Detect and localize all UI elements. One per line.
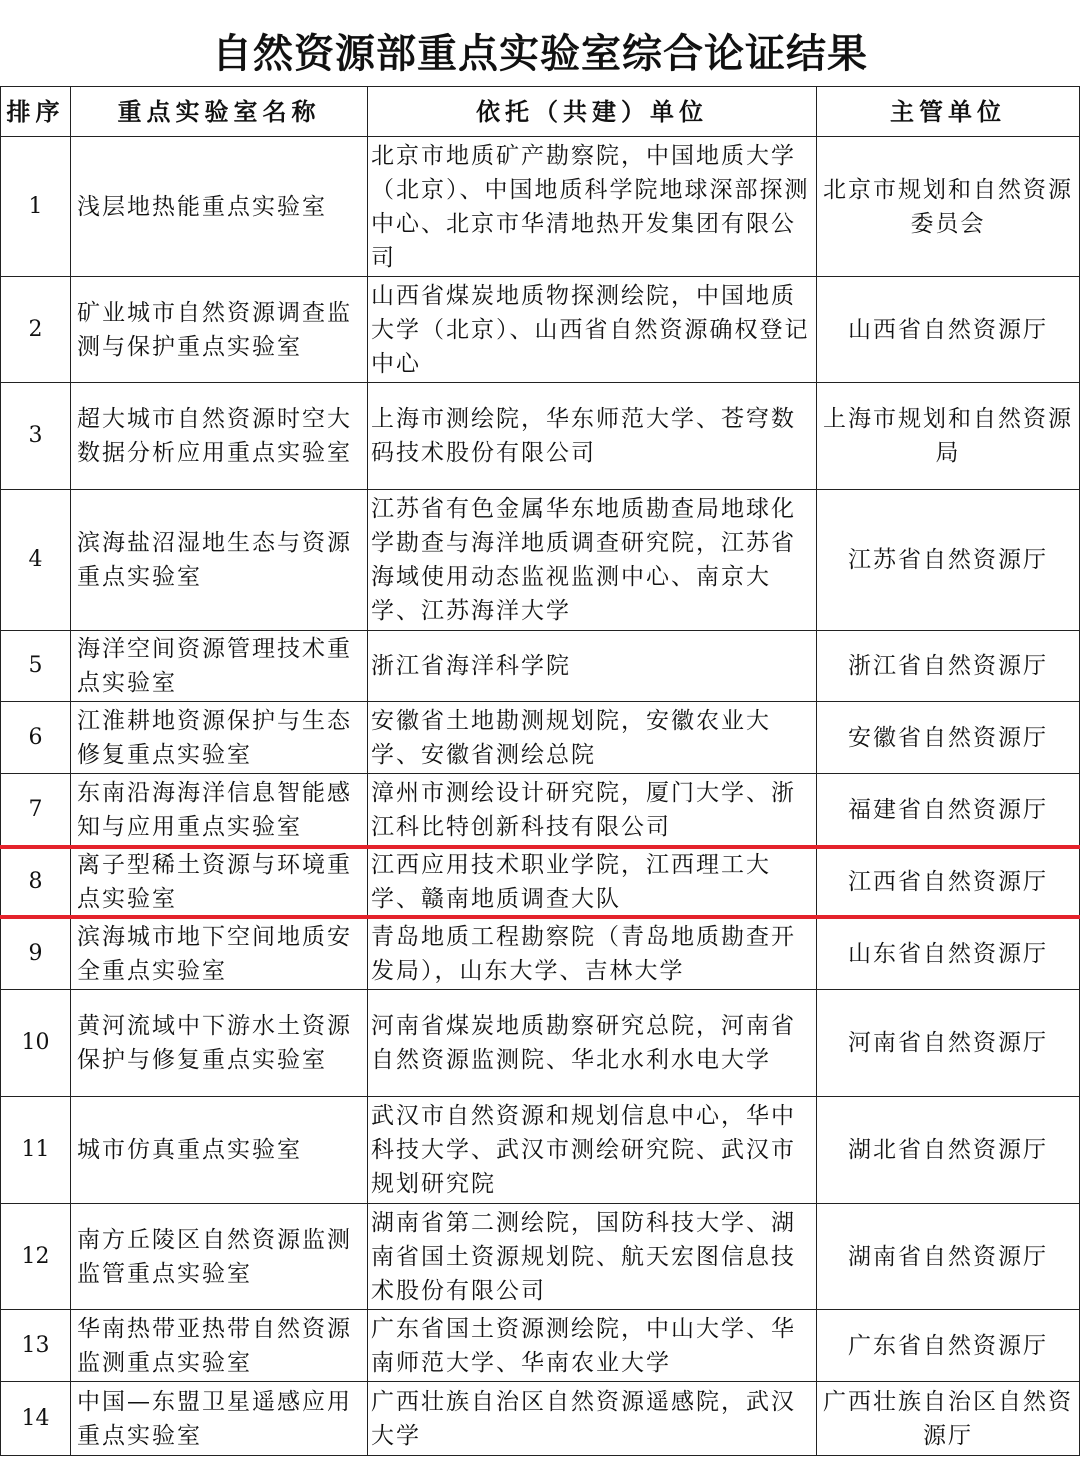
row-rank: 1 [1,137,71,277]
row-rank: 9 [1,918,71,990]
row-rank: 5 [1,631,71,702]
header-host-unit: 依托（共建）单位 [368,87,817,137]
row-lab-name: 中国—东盟卫星遥感应用重点实验室 [71,1382,368,1456]
row-host-unit: 漳州市测绘设计研究院，厦门大学、浙江科比特创新科技有限公司 [368,774,817,846]
row-lab-name: 超大城市自然资源时空大数据分析应用重点实验室 [71,383,368,490]
row-lab-name: 东南沿海海洋信息智能感知与应用重点实验室 [71,774,368,846]
row-supervisor: 山东省自然资源厅 [817,918,1080,990]
page-title: 自然资源部重点实验室综合论证结果 [212,31,868,77]
row-lab-name: 黄河流域中下游水土资源保护与修复重点实验室 [71,990,368,1097]
row-supervisor: 安徽省自然资源厅 [817,702,1080,774]
row-lab-name: 浅层地热能重点实验室 [71,137,368,277]
row-lab-name: 南方丘陵区自然资源监测监管重点实验室 [71,1204,368,1310]
row-host-unit: 上海市测绘院，华东师范大学、苍穹数码技术股份有限公司 [368,383,817,490]
row-lab-name: 滨海城市地下空间地质安全重点实验室 [71,918,368,990]
row-supervisor: 江苏省自然资源厅 [817,490,1080,631]
table-row [1,990,1080,1097]
row-lab-name: 华南热带亚热带自然资源监测重点实验室 [71,1310,368,1382]
row-supervisor: 上海市规划和自然资源局 [817,383,1080,490]
table-row [1,631,1080,702]
row-host-unit: 武汉市自然资源和规划信息中心，华中科技大学、武汉市测绘研究院、武汉市规划研究院 [368,1097,817,1204]
row-host-unit: 安徽省土地勘测规划院，安徽农业大学、安徽省测绘总院 [368,702,817,774]
row-rank: 4 [1,490,71,631]
row-rank: 6 [1,702,71,774]
table-header-row [1,87,1080,137]
row-rank: 2 [1,277,71,383]
header-lab-name: 重点实验室名称 [71,87,368,137]
row-rank: 8 [1,846,71,918]
row-host-unit: 江西应用技术职业学院，江西理工大学、赣南地质调查大队 [368,846,817,918]
row-supervisor: 山西省自然资源厅 [817,277,1080,383]
row-rank: 7 [1,774,71,846]
table-row [1,774,1080,846]
highlight-line-top [0,845,1080,849]
row-host-unit: 河南省煤炭地质勘察研究总院，河南省自然资源监测院、华北水利水电大学 [368,990,817,1097]
row-host-unit: 广东省国土资源测绘院，中山大学、华南师范大学、华南农业大学 [368,1310,817,1382]
row-supervisor: 浙江省自然资源厅 [817,631,1080,702]
row-host-unit: 青岛地质工程勘察院（青岛地质勘查开发局），山东大学、吉林大学 [368,918,817,990]
row-rank: 14 [1,1382,71,1456]
row-supervisor: 河南省自然资源厅 [817,990,1080,1097]
header-supervisor: 主管单位 [817,87,1080,137]
row-supervisor: 湖北省自然资源厅 [817,1097,1080,1204]
row-host-unit: 广西壮族自治区自然资源遥感院，武汉大学 [368,1382,817,1456]
row-rank: 3 [1,383,71,490]
row-rank: 13 [1,1310,71,1382]
table-row [1,1382,1080,1456]
table-row [1,137,1080,277]
row-lab-name: 城市仿真重点实验室 [71,1097,368,1204]
header-rank: 排序 [1,87,71,137]
table-row [1,1097,1080,1204]
row-rank: 12 [1,1204,71,1310]
table-row [1,277,1080,383]
row-host-unit: 湖南省第二测绘院，国防科技大学、湖南省国土资源规划院、航天宏图信息技术股份有限公司 [368,1204,817,1310]
row-lab-name: 江淮耕地资源保护与生态修复重点实验室 [71,702,368,774]
row-host-unit: 山西省煤炭地质物探测绘院，中国地质大学（北京）、山西省自然资源确权登记中心 [368,277,817,383]
row-rank: 11 [1,1097,71,1204]
table-row [1,846,1080,918]
row-supervisor: 湖南省自然资源厅 [817,1204,1080,1310]
row-rank: 10 [1,990,71,1097]
table-row [1,383,1080,490]
row-lab-name: 海洋空间资源管理技术重点实验室 [71,631,368,702]
table-row [1,490,1080,631]
row-lab-name: 滨海盐沼湿地生态与资源重点实验室 [71,490,368,631]
row-host-unit: 北京市地质矿产勘察院，中国地质大学（北京）、中国地质科学院地球深部探测中心、北京市华清地热开发集团有限公司 [368,137,817,277]
row-host-unit: 江苏省有色金属华东地质勘查局地球化学勘查与海洋地质调查研究院，江苏省海域使用动态监视监测中心、南京大学、江苏海洋大学 [368,490,817,631]
row-host-unit: 浙江省海洋科学院 [368,631,817,702]
table-row [1,702,1080,774]
row-lab-name: 矿业城市自然资源调查监测与保护重点实验室 [71,277,368,383]
row-lab-name: 离子型稀土资源与环境重点实验室 [71,846,368,918]
table-row [1,1310,1080,1382]
row-supervisor: 福建省自然资源厅 [817,774,1080,846]
table-row [1,1204,1080,1310]
row-supervisor: 广东省自然资源厅 [817,1310,1080,1382]
row-supervisor: 江西省自然资源厅 [817,846,1080,918]
table-row [1,918,1080,990]
row-supervisor: 北京市规划和自然资源委员会 [817,137,1080,277]
lab-results-table [0,86,1080,1456]
highlight-line-bottom [0,915,1080,919]
row-supervisor: 广西壮族自治区自然资源厅 [817,1382,1080,1456]
